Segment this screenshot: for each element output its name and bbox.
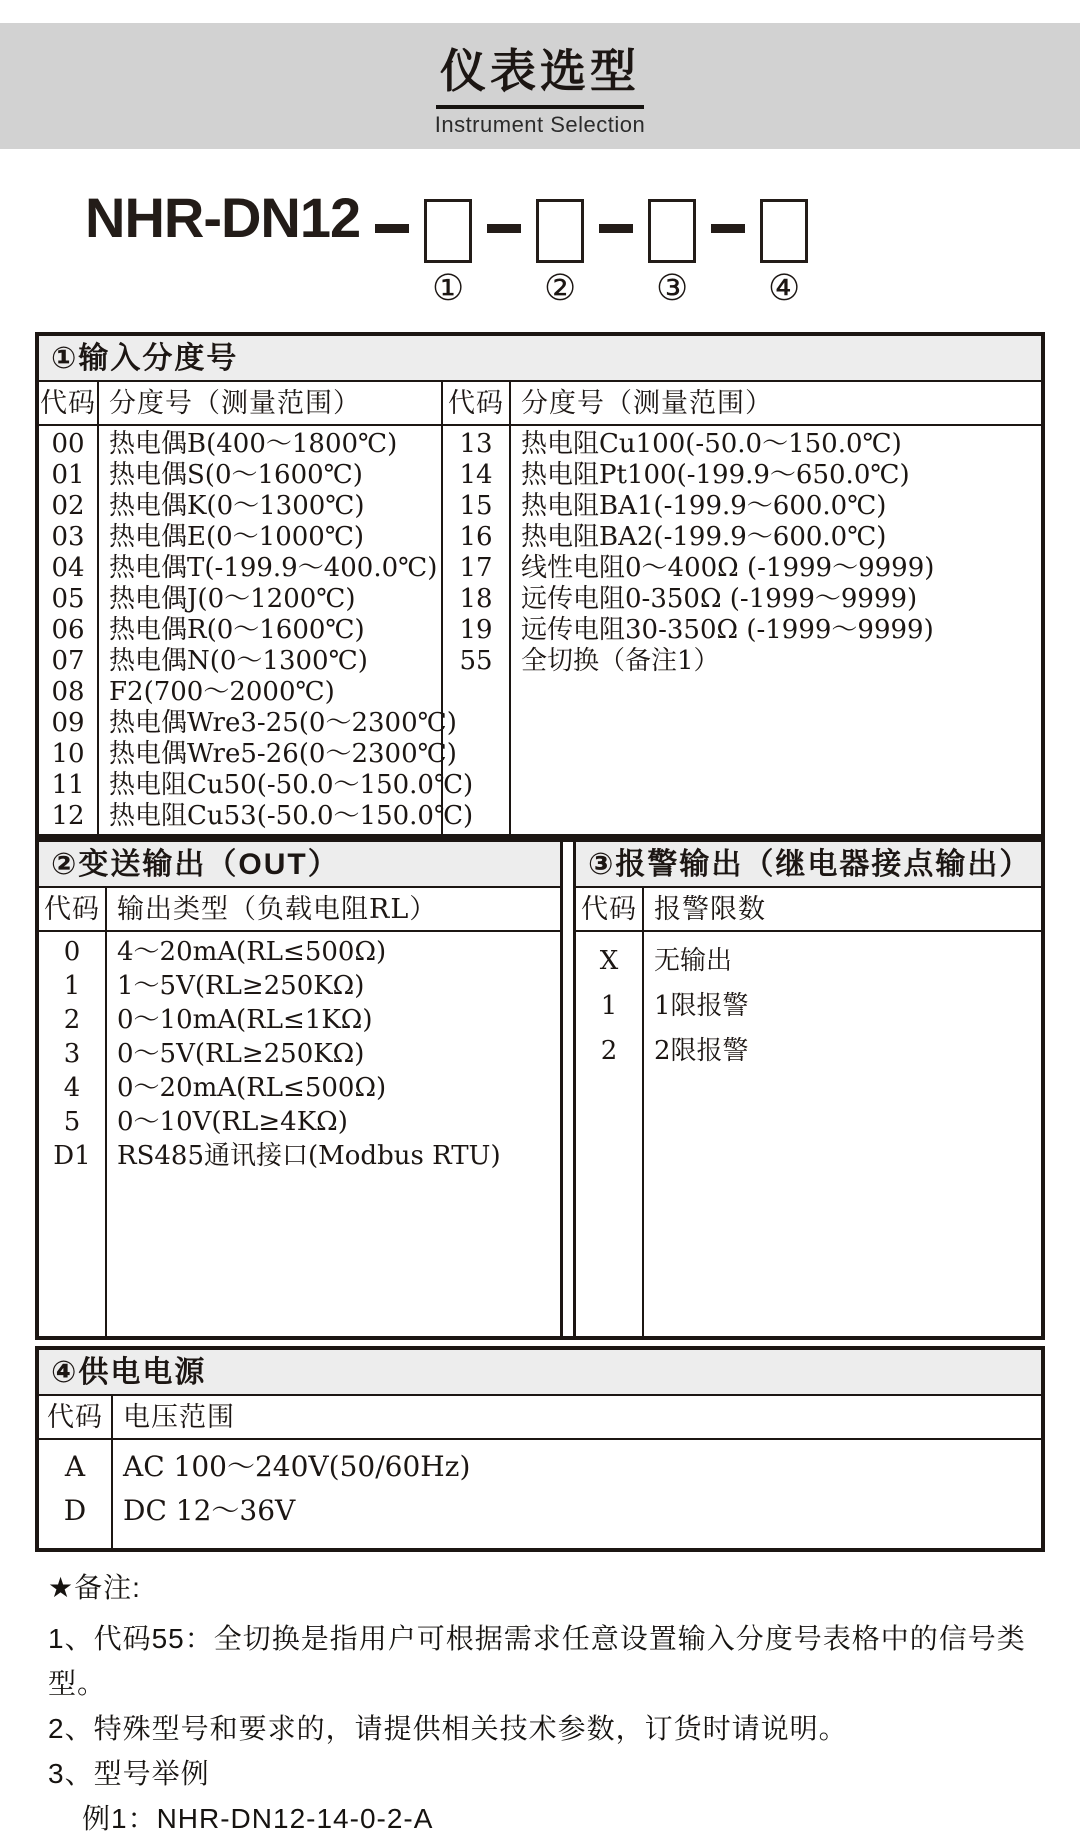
table-transmission-output — [39, 842, 563, 1336]
t1-left-range-column — [97, 426, 474, 834]
t3-code-header: 代码 — [581, 894, 637, 925]
model-box-4 — [760, 199, 808, 263]
t3-code-column — [576, 932, 642, 1336]
t2-code-cell: 5 — [63, 1107, 81, 1137]
t2-type-cell: 0～5V(RL≥250KΩ) — [117, 1039, 365, 1069]
t4-column-headers — [39, 1396, 1041, 1440]
model-slot-4 — [760, 186, 808, 310]
t1-code-cell: 04 — [51, 553, 85, 583]
t2-code-cell: 0 — [63, 937, 81, 967]
page-subtitle: Instrument Selection — [434, 112, 646, 137]
model-slot-3 — [648, 186, 696, 310]
t4-code-header: 代码 — [47, 1402, 103, 1433]
model-slot-2 — [536, 186, 584, 310]
t1-range-cell: 热电偶E(0～1000℃) — [109, 522, 365, 552]
t1-range-cell: 热电偶Wre5-26(0～2300℃) — [109, 739, 457, 769]
t1-code-cell: 01 — [51, 460, 85, 490]
t1-range-cell: 热电阻Cu53(-50.0～150.0℃) — [109, 801, 474, 831]
t4-body — [39, 1440, 1041, 1548]
t4-voltage-cell: DC 12～36V — [123, 1494, 296, 1527]
table-output-and-alarm — [35, 838, 1045, 1340]
t1-range-cell: 热电阻BA2(-199.9～600.0℃) — [521, 522, 887, 552]
t1-range-cell: 热电偶J(0～1200℃) — [109, 584, 356, 614]
model-prefix: NHR-DN12 — [85, 186, 361, 249]
notes-title: ★备注: — [48, 1572, 141, 1603]
t2-section-header: ②变送输出（OUT） — [39, 842, 560, 888]
note-item-1: 1、代码55：全切换是指用户可根据需求任意设置输入分度号表格中的信号类型。 — [48, 1623, 1026, 1699]
t1-range-cell: 热电偶K(0～1300℃) — [109, 491, 365, 521]
t1-code-cell: 16 — [459, 522, 493, 552]
t3-code-cell: X — [599, 946, 619, 976]
model-box-2 — [536, 199, 584, 263]
t1-range-cell: 远传电阻0-350Ω (-1999～9999) — [521, 584, 918, 614]
t1-code-cell: 12 — [51, 801, 85, 831]
t1-code-cell: 13 — [459, 429, 493, 459]
t4-section-header: ④供电电源 — [39, 1350, 1041, 1396]
t1-code-cell: 17 — [459, 553, 493, 583]
model-box-3 — [648, 199, 696, 263]
t1-code-cell: 02 — [51, 491, 85, 521]
t1-code-header-left: 代码 — [40, 388, 96, 419]
t1-range-cell: 热电阻Cu100(-50.0～150.0℃) — [521, 429, 902, 459]
note-example: 例1：NHR-DN12-14-0-2-A — [82, 1803, 434, 1834]
t1-code-cell: 03 — [51, 522, 85, 552]
model-dash — [487, 224, 521, 233]
t1-range-cell: 线性电阻0～400Ω (-1999～9999) — [521, 553, 935, 583]
t2-code-cell: D1 — [53, 1141, 91, 1171]
t1-code-cell: 06 — [51, 615, 85, 645]
t1-column-headers — [39, 382, 1041, 426]
t1-range-cell: 热电偶R(0～1600℃) — [109, 615, 365, 645]
t3-code-cell: 1 — [600, 991, 618, 1021]
notes-section — [48, 1570, 1080, 1841]
model-dash — [599, 224, 633, 233]
t1-range-cell: 热电阻Cu50(-50.0～150.0℃) — [109, 770, 474, 800]
t2-type-cell: 0～10V(RL≥4KΩ) — [117, 1107, 348, 1137]
t1-range-cell: 热电偶N(0～1300℃) — [109, 646, 368, 676]
t1-code-cell: 11 — [51, 770, 85, 800]
t2-column-headers — [39, 888, 560, 932]
t2-code-cell: 4 — [63, 1073, 81, 1103]
note-item-3: 3、型号举例 — [48, 1758, 210, 1789]
t1-code-cell: 55 — [459, 646, 493, 676]
t1-code-cell: 15 — [459, 491, 493, 521]
t3-code-cell: 2 — [600, 1036, 618, 1066]
t2-code-header: 代码 — [44, 894, 100, 925]
t1-section-header: ①输入分度号 — [39, 336, 1041, 382]
table-input-division — [35, 332, 1045, 838]
t1-code-cell: 18 — [459, 584, 493, 614]
t1-range-cell: 热电偶Wre3-25(0～2300℃) — [109, 708, 457, 738]
t2-code-cell: 1 — [63, 971, 81, 1001]
t2-body — [39, 932, 560, 1336]
t1-range-cell: 热电阻Pt100(-199.9～650.0℃) — [521, 460, 910, 490]
t1-code-header-right: 代码 — [441, 382, 509, 424]
t1-code-cell: 00 — [51, 429, 85, 459]
page-title: 仪表选型 — [436, 35, 644, 109]
model-box-1 — [424, 199, 472, 263]
t4-voltage-header: 电压范围 — [111, 1396, 1041, 1438]
model-dash — [711, 224, 745, 233]
t1-range-header-right: 分度号（测量范围） — [509, 382, 1041, 424]
t1-code-cell: 08 — [51, 677, 85, 707]
model-dash — [375, 224, 409, 233]
t3-limit-cell: 1限报警 — [654, 991, 749, 1021]
t4-voltage-cell: AC 100～240V(50/60Hz) — [123, 1450, 471, 1483]
table-power-supply — [35, 1346, 1045, 1552]
t1-code-cell: 05 — [51, 584, 85, 614]
t3-section-header: ③报警输出（继电器接点输出） — [576, 842, 1041, 888]
model-circle-2: ② — [544, 268, 577, 309]
t1-range-header-left: 分度号（测量范围） — [97, 382, 441, 424]
t4-code-cell: D — [63, 1494, 87, 1527]
model-code-row — [85, 186, 808, 310]
t3-limit-column — [642, 932, 1041, 1336]
model-slot-1 — [424, 186, 472, 310]
t2-type-cell: RS485通讯接口(Modbus RTU) — [117, 1141, 501, 1171]
t2-type-cell: 1～5V(RL≥250KΩ) — [117, 971, 365, 1001]
model-circle-1: ① — [432, 268, 465, 309]
note-item-2: 2、特殊型号和要求的，请提供相关技术参数，订货时请说明。 — [48, 1713, 848, 1744]
t4-voltage-column — [111, 1440, 1041, 1548]
t1-code-cell: 14 — [459, 460, 493, 490]
t1-range-cell: 热电偶T(-199.9～400.0℃) — [109, 553, 438, 583]
t1-code-cell: 19 — [459, 615, 493, 645]
t2-type-cell: 0～10mA(RL≤1KΩ) — [117, 1005, 373, 1035]
t2-code-column — [39, 932, 105, 1336]
t2-code-cell: 3 — [63, 1039, 81, 1069]
t1-range-cell: 全切换（备注1） — [521, 646, 720, 676]
t4-code-column — [39, 1440, 111, 1548]
header-band — [0, 23, 1080, 149]
t1-right-code-column — [441, 426, 509, 834]
t1-code-cell: 07 — [51, 646, 85, 676]
t1-range-cell: 热电偶S(0～1600℃) — [109, 460, 363, 490]
t2-type-cell: 4～20mA(RL≤500Ω) — [117, 937, 387, 967]
t3-body — [576, 932, 1041, 1336]
t2-code-cell: 2 — [63, 1005, 81, 1035]
t1-code-cell: 09 — [51, 708, 85, 738]
t2-type-cell: 0～20mA(RL≤500Ω) — [117, 1073, 387, 1103]
t1-left-code-column — [39, 426, 97, 834]
model-circle-4: ④ — [768, 268, 801, 309]
t1-body — [39, 426, 1041, 834]
t1-code-cell: 10 — [51, 739, 85, 769]
t1-right-range-column — [509, 426, 1041, 834]
t3-limit-cell: 2限报警 — [654, 1036, 749, 1066]
t4-code-cell: A — [64, 1450, 86, 1483]
model-circle-3: ③ — [656, 268, 689, 309]
t1-range-cell: F2(700～2000℃) — [109, 677, 335, 707]
t2-type-column — [105, 932, 560, 1336]
table-divider-gap — [563, 842, 573, 1336]
t1-range-cell: 热电偶B(400～1800℃) — [109, 429, 398, 459]
t2-type-header: 输出类型（负载电阻RL） — [105, 888, 560, 930]
table-alarm-output — [573, 842, 1041, 1336]
t3-limit-cell: 无输出 — [654, 946, 733, 976]
t1-range-cell: 热电阻BA1(-199.9～600.0℃) — [521, 491, 887, 521]
t1-range-cell: 远传电阻30-350Ω (-1999～9999) — [521, 615, 934, 645]
t3-limit-header: 报警限数 — [642, 888, 1041, 930]
t3-column-headers — [576, 888, 1041, 932]
